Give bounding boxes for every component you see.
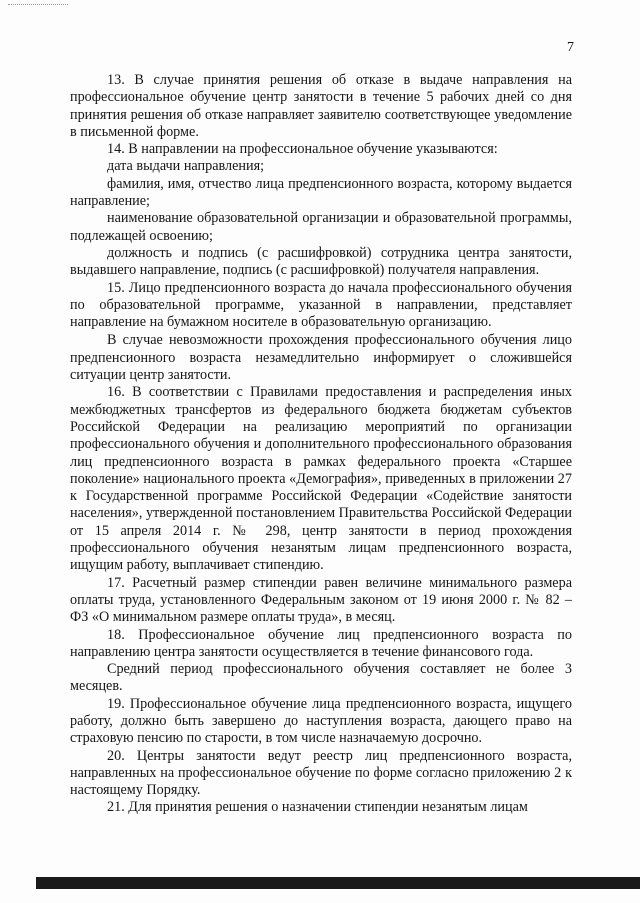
paragraph-15: 15. Лицо предпенсионного возраста до начала профессионального обучения по образовательной программе, указанной в направлении, представляет направление на бумажном носителе в образовательную организацию. — [70, 279, 572, 331]
paragraph-19: 19. Профессиональное обучение лица предпенсионного возраста, ищущего работу, должно быть завершено до наступления возраста, дающего право на страховую пенсию по старости, в том числе назначаемую досрочно. — [70, 695, 572, 747]
paragraph-14: 14. В направлении на профессиональное обучение указываются: — [107, 141, 498, 158]
scan-artifact — [8, 4, 68, 7]
page-number: 7 — [567, 40, 574, 55]
paragraph-21: 21. Для принятия решения о назначении стипендии незанятым лицам — [107, 799, 528, 816]
paragraph-15-continued: В случае невозможности прохождения профессионального обучения лицо предпенсионного возраста незамедлительно информирует о сложившейся ситуации центр занятости. — [70, 332, 572, 384]
list-item-signatures: должность и подпись (с расшифровкой) сотрудника центра занятости, выдавшего направление, подпись (с расшифровкой) получателя направления. — [70, 244, 572, 279]
paragraph-18-continued: Средний период профессионального обучения составляет не более 3 месяцев. — [70, 661, 572, 695]
list-item-organization: наименование образовательной организации и образовательной программы, подлежащей освоению; — [70, 210, 572, 244]
list-item-issue-date: дата выдачи направления; — [107, 158, 265, 175]
scan-bottom-edge — [36, 877, 640, 889]
paragraph-20: 20. Центры занятости ведут реестр лиц предпенсионного возраста, направленных на профессиональное обучение по форме согласно приложению 2 к настоящему Порядку. — [70, 747, 572, 799]
paragraph-13: 13. В случае принятия решения об отказе в выдаче направления на профессиональное обучение центр занятости в течение 5 рабочих дней со дня принятия решения об отказе направляет заявителю соответствующее уведомление в письменной форме. — [70, 72, 572, 140]
document-body — [70, 72, 572, 817]
list-item-full-name: фамилия, имя, отчество лица предпенсионного возраста, которому выдается направление; — [70, 175, 572, 210]
paragraph-17: 17. Расчетный размер стипендии равен величине минимального размера оплаты труда, установленного Федеральным законом от 19 июня 2000 г. № 82 – ФЗ «О минимальном размере оплаты труда», в месяц. — [70, 574, 572, 626]
paragraph-18: 18. Профессиональное обучение лиц предпенсионного возраста по направлению центра занятости осуществляется в течение финансового года. — [70, 626, 572, 660]
paragraph-16: 16. В соответствии с Правилами предоставления и распределения иных межбюджетных трансфертов из федерального бюджета бюджетам субъектов Российской Федерации на реализацию мероприятий по организации профессионального обучения и дополнительного профессионального образования лиц предпенсионного возраста в рамках федерального проекта «Старшее поколение» национального проекта «Демография», приведенных в приложении 27 к Государственной программе Российской Федерации «Содействие занятости населения», утвержденной постановлением Правительства Российской Федерации от 15 апреля 2014 г. № 298, центр занятости в период прохождения профессионального обучения незанятым лицам предпенсионного возраста, ищущим работу, выплачивает стипендию. — [70, 384, 572, 574]
